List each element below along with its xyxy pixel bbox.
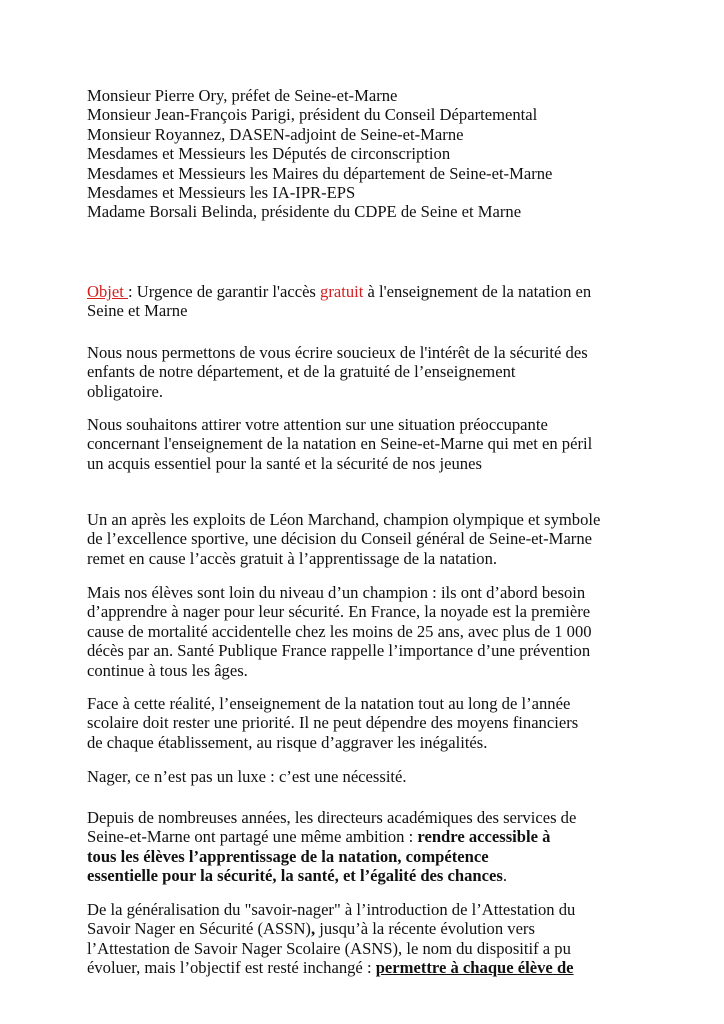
paragraph-line: obligatoire.	[87, 381, 164, 401]
paragraph-line: De la généralisation du "savoir-nager" à l’introduction de l’Attestation du	[87, 900, 576, 919]
paragraph-line: Face à cette réalité, l’enseignement de la natation tout au long de l’année	[87, 694, 571, 713]
paragraph-line: continue à tous les âges.	[87, 660, 248, 680]
paragraph-line: remet en cause l’accès gratuit à l’apprentissage de la natation.	[87, 548, 498, 568]
paragraph-line: de l’excellence sportive, une décision du Conseil général de Seine-et-Marne	[87, 529, 592, 549]
recipient-line: Madame Borsali Belinda, présidente du CDPE de Seine et Marne	[87, 202, 522, 222]
recipient-line: Monsieur Pierre Ory, préfet de Seine-et-Marne	[87, 86, 398, 105]
subject-text: : Urgence de garantir l'accès	[128, 282, 321, 301]
subject-highlight: gratuit	[320, 282, 364, 301]
paragraph-safety	[87, 583, 677, 680]
paragraph-line	[87, 827, 677, 846]
paragraph-line: concernant l'enseignement de la natation en Seine-et-Marne qui met en péril	[87, 434, 593, 454]
recipient-line: Mesdames et Messieurs les IA-IPR-EPS	[87, 183, 356, 203]
paragraph-bold-text: ,	[310, 919, 316, 939]
paragraph-line	[87, 866, 677, 885]
paragraph-text: jusqu’à la récente évolution vers	[315, 919, 535, 939]
paragraph-bold-text: rendre accessible à	[417, 827, 551, 847]
subject-text-rest: à l'enseignement de la natation en	[363, 282, 592, 301]
paragraph-line: Nous nous permettons de vous écrire soucieux de l'intérêt de la sécurité des	[87, 343, 588, 362]
paragraph-situation	[87, 415, 677, 473]
paragraph-necessity	[87, 767, 677, 786]
paragraph-text: évoluer, mais l’objectif est resté inchangé :	[87, 958, 376, 978]
paragraph-line: décès par an. Santé Publique France rappelle l’importance d’une prévention	[87, 641, 591, 661]
paragraph-line: Depuis de nombreuses années, les directeurs académiques des services de	[87, 808, 577, 827]
recipient-line: Mesdames et Messieurs les Maires du département de Seine-et-Marne	[87, 163, 553, 183]
paragraph-line	[87, 958, 677, 977]
paragraph-bold-underlined-text: permettre à chaque élève de	[375, 958, 574, 978]
paragraph-line: Un an après les exploits de Léon Marchand, champion olympique et symbole	[87, 510, 601, 529]
paragraph-bold-text: essentielle pour la sécurité, la santé, et l’égalité des chances	[87, 866, 503, 886]
paragraph-priority	[87, 694, 677, 752]
paragraph-evolution	[87, 900, 677, 978]
paragraph-line: de chaque établissement, au risque d’aggraver les inégalités.	[87, 732, 488, 752]
paragraph-line: enfants de notre département, et de la gratuité de l’enseignement	[87, 362, 516, 382]
subject-line	[87, 282, 677, 301]
paragraph-intro	[87, 343, 677, 401]
paragraph-line	[87, 919, 677, 938]
subject-line-2: Seine et Marne	[87, 301, 188, 321]
paragraph-line: un acquis essentiel pour la santé et la sécurité de nos jeunes	[87, 453, 482, 473]
paragraph-text: Seine-et-Marne ont partagé une même ambition :	[87, 827, 418, 847]
subject-label: Objet	[87, 282, 129, 301]
recipients-block	[87, 86, 677, 222]
paragraph-line: cause de mortalité accidentelle chez les moins de 25 ans, avec plus de 1 000	[87, 621, 592, 641]
recipient-line: Monsieur Jean-François Parigi, président du Conseil Départemental	[87, 105, 538, 125]
paragraph-line: scolaire doit rester une priorité. Il ne peut dépendre des moyens financiers	[87, 713, 579, 733]
paragraph-text: .	[502, 866, 507, 886]
recipient-line: Mesdames et Messieurs les Députés de circonscription	[87, 144, 451, 164]
paragraph-line: Nager, ce n’est pas un luxe : c’est une nécessité.	[87, 767, 407, 786]
paragraph-bold-line: tous les élèves l’apprentissage de la natation, compétence	[87, 846, 489, 866]
paragraph-text: Savoir Nager en Sécurité (ASSN)	[87, 919, 311, 939]
paragraph-ambition	[87, 808, 677, 886]
paragraph-line: Nous souhaitons attirer votre attention sur une situation préoccupante	[87, 415, 548, 434]
subject-block	[87, 282, 677, 321]
paragraph-marchand	[87, 510, 677, 568]
paragraph-line: Mais nos élèves sont loin du niveau d’un champion : ils ont d’abord besoin	[87, 583, 586, 602]
paragraph-line: l’Attestation de Savoir Nager Scolaire (ASNS), le nom du dispositif a pu	[87, 938, 571, 958]
recipient-line: Monsieur Royannez, DASEN-adjoint de Seine-et-Marne	[87, 124, 464, 144]
paragraph-line: d’apprendre à nager pour leur sécurité. En France, la noyade est la première	[87, 602, 591, 622]
